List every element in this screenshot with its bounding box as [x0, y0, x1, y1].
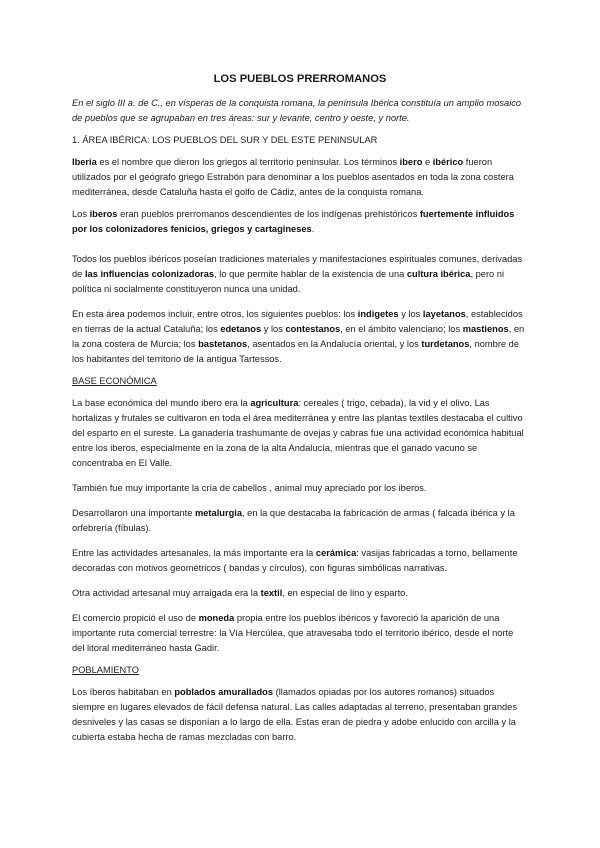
text-run: Entre las actividades artesanales, la más importante era la [72, 548, 316, 558]
bold-term: las influencias colonizadoras [84, 269, 215, 279]
bold-term: poblados amurallados [174, 687, 274, 697]
text-run: , en el ámbito valenciano; los [340, 324, 463, 334]
bold-term: turdetanos [421, 339, 470, 349]
bold-term: cultura ibérica [406, 269, 471, 279]
text-run: , establecidos en tierras de la actual Cataluña; los [72, 309, 523, 334]
paragraph-ceramica [72, 546, 528, 576]
text-run: , asentados en la Andalucía oriental, y los [247, 339, 422, 349]
bold-term: indigetes [357, 309, 399, 319]
text-run: (llamados opiadas por los autores romanos) situados siempre en lugares elevados de fácil defensa natural. Las calles adaptadas al terreno, presentaban grandes desniveles y las casas se disponían a lo largo de ella. Estas eran de piedra y adobe enlucido con arcilla y la cubierta estaba hecha de ramas mezcladas con barro. [72, 687, 517, 742]
paragraph-base-economica [72, 396, 528, 471]
text-run: e [422, 157, 433, 167]
text-run: , en especial de lino y esparto. [282, 588, 408, 598]
section-heading-poblamiento: POBLAMIENTO [72, 665, 139, 675]
bold-term: mastienos [462, 324, 509, 334]
text-run: : vasijas fabricadas a torno, bellamente decoradas con motivos geométricos ( bandas y círculos), con figuras simbólicas narrativas. [72, 548, 518, 573]
bold-term: bastetanos [198, 339, 248, 349]
bold-term: textil [260, 588, 283, 598]
text-run: Desarrollaron una importante [72, 508, 195, 518]
bold-term: fuertemente influidos por los colonizadores fenicios, griegos y cartagineses [72, 209, 515, 234]
text-run: fueron utilizados por el geógrafo griego Estrabón para denominar a los pueblos asentados en toda la zona costera mediterránea, desde Cataluña hasta el golfo de Cádiz, antes de la conquista romana. [72, 157, 514, 197]
text-run: : cereales ( trigo, cebada), la vid y el olivo. Las hortalizas y frutales se cultivaron en toda el área mediterránea y entre las plantas textiles destacaba el cultivo del esparto en el sureste. La ganadería trashumante de ovejas y cabras fue una actividad económica habitual entre los iberos, especialmente en la zona de la alta Andalucía, mientras que el ganado vacuno se concentraba en El Valle. [72, 398, 524, 468]
paragraph-moneda [72, 611, 528, 656]
text-run: es el nombre que dieron los griegos al territorio peninsular. Los términos [96, 157, 400, 167]
text-run: y los [398, 309, 423, 319]
text-run: , nombre de los habitantes del territorio de la antigua Tartessos. [72, 339, 520, 364]
bold-term: moneda [198, 613, 235, 623]
paragraph-tradiciones [72, 252, 528, 297]
text-run: Los íberos habitaban en [72, 687, 175, 697]
bold-term: agricultura [250, 398, 299, 408]
text-run: Otra actividad artesanal muy arraigada era la [72, 588, 261, 598]
text-run: . [311, 224, 315, 234]
text-run: Los [72, 209, 90, 219]
bold-term: Iberia [72, 157, 97, 167]
text-run: La base económica del mundo ibero era la [72, 398, 251, 408]
text-run: , pero ni política ni socialmente constituyeron nunca una unidad. [72, 269, 505, 294]
document-page [72, 72, 528, 752]
text-run: , en la que destacaba la fabricación de armas ( falcada ibérica y la orfebrería (fíbulas). [72, 508, 515, 533]
paragraph-area-pueblos [72, 307, 528, 367]
paragraph-iberia [72, 155, 528, 200]
text-run: En esta área podemos incluir, entre otros, los siguientes pueblos: los [72, 309, 358, 319]
bold-term: edetanos [220, 324, 262, 334]
bold-term: contestanos [285, 324, 341, 334]
text-run: propia entre los pueblos ibéricos y favoreció la aparición de una importante ruta comercial terrestre: la Vía Hercúlea, que atravesaba todo el territorio ibérico, desde el norte del litoral mediterráneo hasta Gadir. [72, 613, 514, 653]
bold-term: ibero [399, 157, 423, 167]
text-run: , lo que permite hablar de la existencia de una [214, 269, 407, 279]
paragraph-poblados [72, 685, 528, 745]
text-run: El comercio propició el uso de [72, 613, 199, 623]
section-heading-base-economica: BASE ECONÓMICA [72, 376, 157, 386]
paragraph-textil [72, 586, 528, 601]
bold-term: cerámica [315, 548, 357, 558]
section-heading-area-iberica: 1. ÁREA IBÉRICA: LOS PUEBLOS DEL SUR Y DEL ESTE PENINSULAR [72, 135, 378, 145]
text-run: eran pueblos prerromanos descendientes de los indígenas prehistóricos [117, 209, 420, 219]
paragraph-metalurgia [72, 506, 528, 536]
bold-term: ibérico [432, 157, 464, 167]
paragraph-iberos [72, 207, 528, 237]
intro-paragraph: En el siglo III a. de C., en vísperas de la conquista romana, la península Ibérica constituía un amplio mosaico de pueblos que se agrupaban en tres áreas: sur y levante, centro y oeste, y norte. [72, 98, 522, 123]
text-run: , en la zona costera de Murcia; los [72, 324, 525, 349]
bold-term: metalurgia [195, 508, 243, 518]
text-run: y los [261, 324, 286, 334]
bold-term: iberos [89, 209, 118, 219]
paragraph-caballos: También fue muy importante la cría de cabellos , animal muy apreciado por los iberos. [72, 483, 427, 493]
document-title: LOS PUEBLOS PRERROMANOS [213, 73, 387, 85]
text-run: Todos los pueblos ibéricos poseían tradiciones materiales y manifestaciones espirituales comunes, derivadas de [72, 254, 523, 279]
bold-term: layetanos [422, 309, 466, 319]
